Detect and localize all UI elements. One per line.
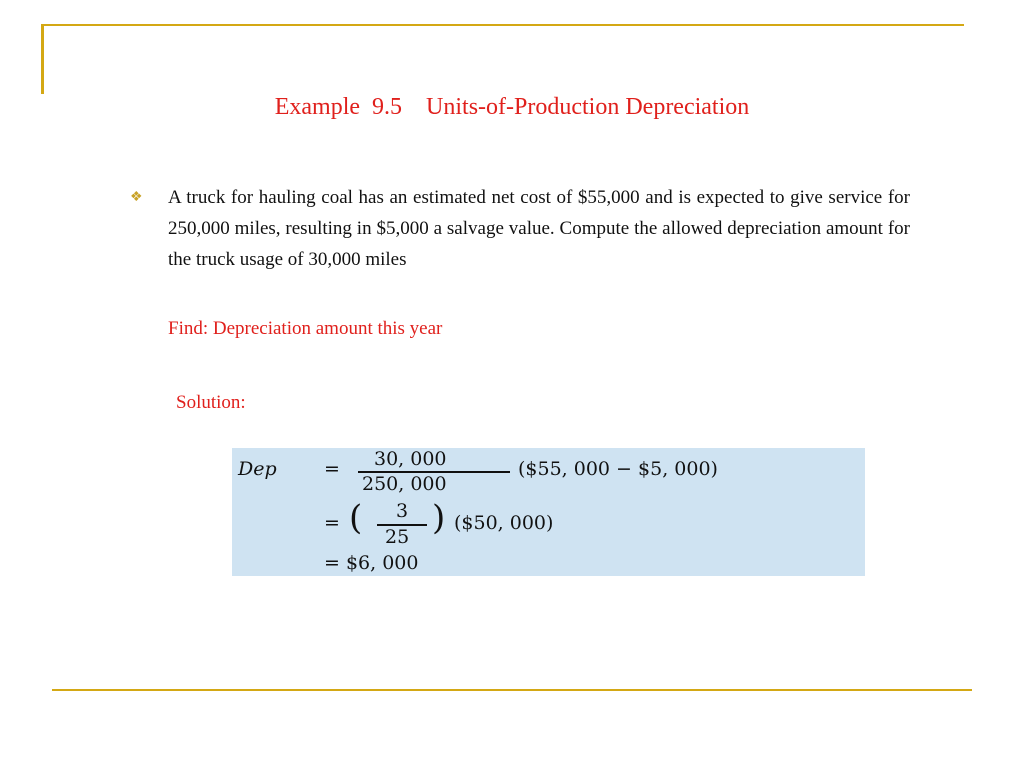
bottom-rule [52, 689, 972, 691]
find-statement: Find: Depreciation amount this year [168, 318, 443, 339]
fraction1-numerator: 30, 000 [374, 448, 447, 470]
left-rule [41, 24, 44, 94]
diamond-bullet-icon: ❖ [130, 190, 143, 205]
equation-equals-2: = [324, 512, 340, 534]
fraction1-denominator: 250, 000 [362, 473, 447, 495]
solution-label: Solution: [176, 392, 246, 413]
left-paren: ( [349, 498, 363, 538]
term1: ($55, 000 − $5, 000) [518, 458, 718, 480]
top-rule [41, 24, 964, 26]
right-paren: ) [432, 498, 446, 538]
problem-statement: A truck for hauling coal has an estimated net cost of $55,000 and is expected to give service for 250,000 miles, resulting in $5,000 a salvage value. Compute the allowed depreciation amount for the truck usage of 30,000 miles [168, 187, 910, 270]
slide-title: Example 9.5 Units-of-Production Depreciation [274, 94, 750, 120]
equation-lhs: Dep [238, 458, 277, 480]
term2: ($50, 000) [454, 512, 554, 534]
equation-result: = $6, 000 [324, 552, 419, 574]
equation-equals: = [324, 458, 340, 480]
equation-image [232, 448, 865, 576]
fraction2-numerator: 3 [396, 500, 409, 522]
fraction2-denominator: 25 [385, 526, 410, 548]
